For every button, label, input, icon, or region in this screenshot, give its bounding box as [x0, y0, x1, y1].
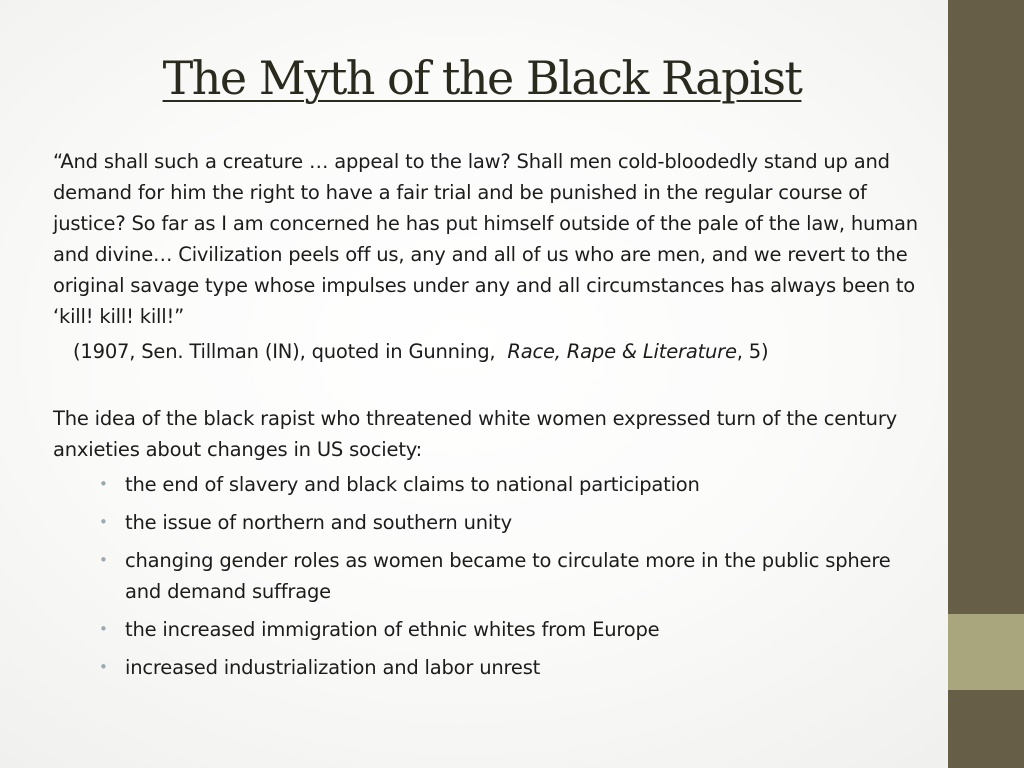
bullet-text: changing gender roles as women became to circulate more in the public sphere and demand suffrage [125, 549, 891, 603]
quote-text: “And shall such a creature … appeal to the law? Shall men cold-bloodedly stand up and demand for him the right to have a fair trial and be punished in the regular course of justice? So far as I am concerned he has put himself outside of the pale of the law, human and divine… Civilization peels off us, any and all of us who are men, and we revert to the original savage type whose impulses under any and all circumstances has always been to ‘kill! kill! kill!” [53, 150, 918, 328]
list-item [53, 469, 923, 500]
citation-prefix: (1907, Sen. Tillman (IN), quoted in Gunning, [73, 340, 496, 363]
bullet-dot-icon: • [99, 475, 108, 493]
sidebar-accent-block [948, 614, 1024, 690]
slide-body [53, 146, 923, 690]
list-item [53, 614, 923, 645]
list-item [53, 652, 923, 683]
bullet-dot-icon: • [99, 551, 108, 569]
list-item [53, 507, 923, 538]
bullet-list [53, 469, 923, 683]
list-item [53, 545, 923, 607]
quote-citation [53, 336, 923, 367]
bullet-dot-icon: • [99, 620, 108, 638]
citation-suffix: , 5) [736, 340, 769, 363]
bullet-text: increased industrialization and labor unrest [125, 656, 541, 679]
bullet-dot-icon: • [99, 513, 108, 531]
slide-title: The Myth of the Black Rapist [162, 51, 802, 105]
bullet-text: the end of slavery and black claims to national participation [125, 473, 700, 496]
bullet-text: the issue of northern and southern unity [125, 511, 512, 534]
sidebar-bar [948, 0, 1024, 768]
bullet-text: the increased immigration of ethnic whites from Europe [125, 618, 660, 641]
bullet-dot-icon: • [99, 658, 108, 676]
citation-book-title: Race, Rape & Literature [507, 340, 737, 363]
intro-text: The idea of the black rapist who threatened white women expressed turn of the century anxieties about changes in US society: [53, 407, 897, 461]
